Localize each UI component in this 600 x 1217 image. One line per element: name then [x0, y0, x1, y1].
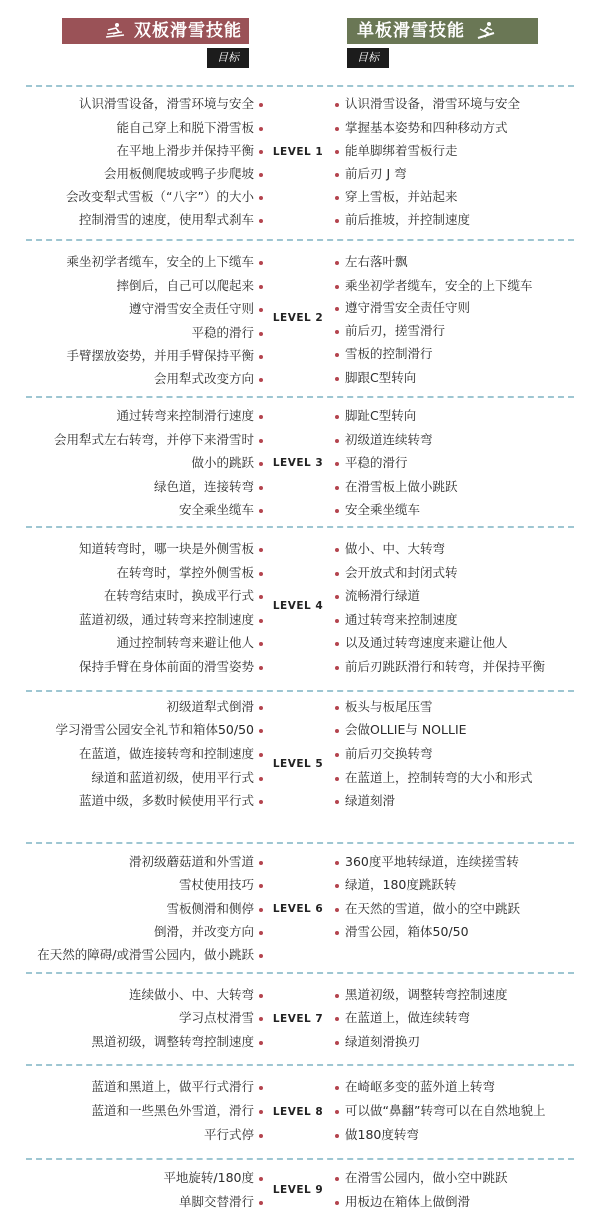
ski-skill-item — [116, 407, 254, 425]
bullet-dot — [259, 931, 263, 935]
skill-text: 雪板的控制滑行 — [345, 346, 433, 361]
bullet-dot — [335, 994, 339, 998]
skill-text: 会用犁式改变方向 — [153, 371, 254, 386]
snowboard-skill-item — [345, 611, 458, 629]
skill-text: 初级道连续转弯 — [345, 432, 433, 447]
skill-text: 在蓝道上，控制转弯的大小和形式 — [345, 770, 533, 785]
snowboard-skill-item — [345, 1078, 495, 1096]
skill-text: 做小、中、大转弯 — [345, 541, 446, 556]
ski-skill-item — [55, 721, 254, 739]
skill-text: 绿道，180度跳跃转 — [345, 877, 457, 892]
bullet-dot — [335, 1086, 339, 1090]
skill-text: 摔倒后，自己可以爬起来 — [116, 278, 254, 293]
bullet-dot — [259, 642, 263, 646]
skill-text: 掌握基本姿势和四种移动方式 — [345, 120, 508, 135]
snowboard-skill-item — [345, 501, 420, 519]
bullet-dot — [259, 994, 263, 998]
skill-text: 乘坐初学者缆车，安全的上下缆车 — [66, 254, 254, 269]
bullet-dot — [335, 777, 339, 781]
level-label: LEVEL 6 — [272, 903, 324, 915]
skill-text: 保持手臂在身体前面的滑雪姿势 — [78, 659, 254, 674]
bullet-dot — [335, 127, 339, 131]
bullet-dot — [259, 219, 263, 223]
bullet-dot — [335, 377, 339, 381]
level-label: LEVEL 7 — [272, 1013, 324, 1025]
bullet-dot — [259, 884, 263, 888]
skill-text: 能单脚绑着雪板行走 — [345, 143, 458, 158]
bullet-dot — [259, 285, 263, 289]
bullet-dot — [335, 884, 339, 888]
snowboard-skill-item — [345, 407, 416, 425]
skill-text: 黑道初级，调整转弯控制速度 — [91, 1034, 254, 1049]
skill-text: 做180度转弯 — [345, 1127, 419, 1142]
ski-skill-item — [129, 986, 254, 1004]
snowboard-skill-item — [345, 211, 470, 229]
level-label: LEVEL 5 — [272, 758, 324, 770]
skill-text: 知道转弯时，哪一块是外侧雪板 — [78, 541, 254, 556]
skier-icon — [104, 21, 126, 41]
skill-text: 可以做“鼻翻”转弯可以在自然地貌上 — [345, 1103, 546, 1118]
bullet-dot — [335, 729, 339, 733]
ski-header — [62, 18, 249, 44]
ski-skill-item — [179, 876, 254, 894]
bullet-dot — [335, 353, 339, 357]
snowboarder-icon — [475, 21, 497, 41]
skill-text: 在天然的雪道，做小的空中跳跃 — [345, 901, 521, 916]
ski-skill-item — [129, 853, 254, 871]
skill-text: 在滑雪板上做小跳跃 — [345, 479, 458, 494]
snowboard-skill-item — [345, 431, 433, 449]
skill-text: 在天然的障碍/或滑雪公园内，做小跳跃 — [37, 947, 254, 962]
ski-skill-item — [91, 1078, 254, 1096]
skill-text: 连续做小、中、大转弯 — [128, 987, 254, 1002]
snowboard-skill-item — [345, 769, 533, 787]
ski-skill-item — [91, 769, 254, 787]
bullet-dot — [259, 1177, 263, 1181]
ski-skill-item — [116, 119, 254, 137]
ski-skill-item — [116, 277, 254, 295]
ski-skill-item — [179, 1193, 254, 1211]
snowboard-header — [347, 18, 538, 44]
level-separator — [26, 526, 574, 528]
bullet-dot — [259, 486, 263, 490]
bullet-dot — [259, 378, 263, 382]
bullet-dot — [259, 861, 263, 865]
bullet-dot — [335, 509, 339, 513]
snowboard-skill-item — [345, 1009, 470, 1027]
skill-text: 平稳的滑行 — [345, 455, 408, 470]
ski-skill-item — [104, 165, 254, 183]
ski-skill-item — [37, 946, 254, 964]
skill-text: 在滑雪公园内，做小空中跳跃 — [345, 1170, 508, 1185]
bullet-dot — [335, 196, 339, 200]
skill-text: 认识滑雪设备，滑雪环境与安全 — [78, 96, 254, 111]
bullet-dot — [335, 330, 339, 334]
skill-text: 用板边在箱体上做倒滑 — [345, 1194, 471, 1209]
ski-skill-item — [91, 1033, 254, 1051]
snowboard-skill-item — [345, 277, 533, 295]
bullet-dot — [335, 415, 339, 419]
skill-text: 做小的跳跃 — [191, 455, 254, 470]
bullet-dot — [335, 486, 339, 490]
level-separator — [26, 396, 574, 398]
skill-text: 认识滑雪设备，滑雪环境与安全 — [345, 96, 521, 111]
snowboard-skill-item — [345, 478, 458, 496]
level-label: LEVEL 8 — [272, 1106, 324, 1118]
bullet-dot — [259, 572, 263, 576]
bullet-dot — [259, 706, 263, 710]
ski-skill-item — [116, 142, 254, 160]
skill-text: 在蓝道上，做连续转弯 — [345, 1010, 471, 1025]
snowboard-skill-item — [345, 540, 445, 558]
ski-skill-item — [166, 698, 254, 716]
skill-text: 单脚交替滑行 — [178, 1194, 254, 1209]
bullet-dot — [259, 355, 263, 359]
ski-skill-item — [79, 611, 254, 629]
bullet-dot — [259, 509, 263, 513]
bullet-dot — [259, 196, 263, 200]
skill-text: 平行式停 — [203, 1127, 254, 1142]
snowboard-skill-item — [345, 876, 456, 894]
bullet-dot — [259, 103, 263, 107]
skill-text: 安全乘坐缆车 — [345, 502, 421, 517]
skill-text: 绿道刻滑换刃 — [345, 1034, 421, 1049]
ski-title: 双板滑雪技能 — [134, 21, 242, 41]
skill-text: 学习点杖滑雪 — [178, 1010, 254, 1025]
skill-text: 在转弯结束时，换成平行式 — [103, 588, 254, 603]
bullet-dot — [259, 332, 263, 336]
skill-text: 左右落叶飘 — [345, 254, 408, 269]
level-label: LEVEL 3 — [272, 457, 324, 469]
skill-text: 初级道犁式倒滑 — [166, 699, 254, 714]
ski-goal-badge: 目标 — [207, 48, 249, 68]
snowboard-goal-badge: 目标 — [347, 48, 389, 68]
snowboard-skill-item — [345, 322, 445, 340]
bullet-dot — [259, 261, 263, 265]
ski-skill-item — [79, 658, 254, 676]
bullet-dot — [259, 666, 263, 670]
level-label: LEVEL 2 — [272, 312, 324, 324]
bullet-dot — [259, 1201, 263, 1205]
bullet-dot — [335, 173, 339, 177]
ski-skill-item — [104, 587, 254, 605]
skill-text: 手臂摆放姿势，并用手臂保持平衡 — [66, 348, 254, 363]
ski-skill-item — [204, 1126, 254, 1144]
level-separator — [26, 239, 574, 241]
snowboard-skill-item — [345, 900, 520, 918]
snowboard-skill-item — [345, 299, 470, 317]
skill-text: 遵守滑雪安全责任守则 — [345, 300, 471, 315]
level-separator — [26, 1158, 574, 1160]
skill-text: 雪板侧滑和侧停 — [166, 901, 254, 916]
ski-skill-item — [79, 95, 254, 113]
bullet-dot — [335, 619, 339, 623]
bullet-dot — [335, 1041, 339, 1045]
skill-text: 以及通过转弯速度来避让他人 — [345, 635, 508, 650]
skill-text: 在平地上滑步并保持平衡 — [116, 143, 254, 158]
snowboard-skill-item — [345, 165, 407, 183]
snowboard-skill-item — [345, 119, 508, 137]
level-separator — [26, 1064, 574, 1066]
snowboard-skill-item — [345, 253, 408, 271]
skill-text: 遵守滑雪安全责任守则 — [128, 301, 254, 316]
skill-text: 会开放式和封闭式转 — [345, 565, 458, 580]
skill-text: 蓝道和一些黑色外雪道，滑行 — [91, 1103, 254, 1118]
skill-text: 绿色道，连接转弯 — [153, 479, 254, 494]
bullet-dot — [259, 1134, 263, 1138]
skill-text: 黑道初级，调整转弯控制速度 — [345, 987, 508, 1002]
ski-skill-item — [116, 564, 254, 582]
snowboard-skill-item — [345, 95, 520, 113]
snowboard-skill-item — [345, 1126, 419, 1144]
ski-skill-item — [191, 454, 254, 472]
snowboard-skill-item — [345, 454, 408, 472]
level-separator — [26, 842, 574, 844]
skill-text: 流畅滑行绿道 — [345, 588, 421, 603]
skill-text: 会用犁式左右转弯，并停下来滑雪时 — [53, 432, 254, 447]
snowboard-skill-item — [345, 853, 519, 871]
skill-text: 穿上雪板，并站起来 — [345, 189, 458, 204]
skill-text: 前后刃跳跃滑行和转弯，并保持平衡 — [345, 659, 546, 674]
skill-text: 蓝道初级，通过转弯来控制速度 — [78, 612, 254, 627]
bullet-dot — [259, 415, 263, 419]
snowboard-title: 单板滑雪技能 — [357, 21, 465, 41]
skill-text: 通过控制转弯来避让他人 — [116, 635, 254, 650]
bullet-dot — [335, 1201, 339, 1205]
level-separator — [26, 972, 574, 974]
skill-text: 会改变犁式雪板（“八字”）的大小 — [66, 189, 254, 204]
skill-text: 学习滑雪公园安全礼节和箱体50/50 — [55, 722, 254, 737]
bullet-dot — [259, 1041, 263, 1045]
level-label: LEVEL 1 — [272, 146, 324, 158]
snowboard-skill-item — [345, 698, 433, 716]
snowboard-skill-item — [345, 345, 433, 363]
level-label: LEVEL 4 — [272, 600, 324, 612]
snowboard-skill-item — [345, 658, 545, 676]
snowboard-skill-item — [345, 923, 469, 941]
ski-skill-item — [154, 370, 254, 388]
bullet-dot — [335, 1177, 339, 1181]
level-separator — [26, 85, 574, 87]
skill-text: 360度平地转绿道，连续搓雪转 — [345, 854, 519, 869]
ski-skill-item — [129, 300, 254, 318]
skill-text: 蓝道中级，多数时候使用平行式 — [78, 793, 254, 808]
bullet-dot — [335, 219, 339, 223]
skill-text: 前后刃交换转弯 — [345, 746, 433, 761]
skill-text: 绿道和蓝道初级，使用平行式 — [91, 770, 254, 785]
ski-skill-item — [154, 478, 254, 496]
ski-skill-item — [179, 1009, 254, 1027]
snowboard-skill-item — [345, 1169, 508, 1187]
bullet-dot — [335, 706, 339, 710]
snowboard-skill-item — [345, 1193, 470, 1211]
bullet-dot — [259, 1086, 263, 1090]
bullet-dot — [259, 439, 263, 443]
bullet-dot — [335, 103, 339, 107]
bullet-dot — [335, 285, 339, 289]
skill-text: 滑初级蘑菇道和外雪道 — [128, 854, 254, 869]
ski-skill-item — [191, 324, 254, 342]
ski-skill-item — [54, 431, 254, 449]
skill-text: 板头与板尾压雪 — [345, 699, 433, 714]
snowboard-skill-item — [345, 369, 416, 387]
snowboard-skill-item — [345, 587, 420, 605]
snowboard-skill-item — [345, 745, 433, 763]
bullet-dot — [259, 173, 263, 177]
skill-text: 前后刃 J 弯 — [345, 166, 407, 181]
skill-text: 安全乘坐缆车 — [178, 502, 254, 517]
skill-text: 通过转弯来控制滑行速度 — [116, 408, 254, 423]
snowboard-skill-item — [345, 142, 458, 160]
ski-skill-item — [66, 188, 254, 206]
bullet-dot — [259, 954, 263, 958]
skill-text: 脚趾C型转向 — [345, 408, 417, 423]
skill-text: 平地旋转/180度 — [163, 1170, 254, 1185]
skill-text: 会用板侧爬坡或鸭子步爬坡 — [103, 166, 254, 181]
snowboard-skill-item — [345, 721, 467, 739]
snowboard-skill-item — [345, 792, 395, 810]
bullet-dot — [335, 439, 339, 443]
bullet-dot — [259, 127, 263, 131]
bullet-dot — [335, 1134, 339, 1138]
bullet-dot — [335, 931, 339, 935]
bullet-dot — [259, 800, 263, 804]
bullet-dot — [335, 572, 339, 576]
ski-skill-item — [91, 1102, 254, 1120]
skill-text: 前后刃，搓雪滑行 — [345, 323, 446, 338]
skill-text: 脚跟C型转向 — [345, 370, 417, 385]
ski-skill-item — [79, 745, 254, 763]
ski-skill-item — [179, 501, 254, 519]
ski-skill-item — [116, 634, 254, 652]
ski-skill-item — [66, 253, 254, 271]
snowboard-skill-item — [345, 634, 508, 652]
skill-text: 能自己穿上和脱下滑雪板 — [116, 120, 254, 135]
skill-text: 绿道刻滑 — [345, 793, 396, 808]
bullet-dot — [259, 548, 263, 552]
skill-text: 倒滑，并改变方向 — [153, 924, 254, 939]
skill-text: 通过转弯来控制速度 — [345, 612, 458, 627]
skill-text: 在崎岖多变的蓝外道上转弯 — [345, 1079, 496, 1094]
bullet-dot — [259, 777, 263, 781]
skill-text: 在转弯时，掌控外侧雪板 — [116, 565, 254, 580]
skill-text: 控制滑雪的速度，使用犁式刹车 — [78, 212, 254, 227]
ski-skill-item — [79, 540, 254, 558]
snowboard-skill-item — [345, 564, 458, 582]
snowboard-skill-item — [345, 986, 508, 1004]
ski-skill-item — [166, 900, 254, 918]
skill-text: 会做OLLIE与 NOLLIE — [345, 722, 467, 737]
ski-skill-item — [154, 923, 254, 941]
bullet-dot — [335, 861, 339, 865]
bullet-dot — [259, 729, 263, 733]
skill-text: 前后推坡，并控制速度 — [345, 212, 471, 227]
skill-text: 雪杖使用技巧 — [178, 877, 254, 892]
ski-skill-item — [79, 211, 254, 229]
bullet-dot — [259, 619, 263, 623]
snowboard-skill-item — [345, 188, 458, 206]
bullet-dot — [335, 548, 339, 552]
skill-text: 平稳的滑行 — [191, 325, 254, 340]
level-separator — [26, 690, 574, 692]
ski-skill-item — [163, 1169, 254, 1187]
skill-text: 蓝道和黑道上，做平行式滑行 — [91, 1079, 254, 1094]
skill-text: 乘坐初学者缆车，安全的上下缆车 — [345, 278, 533, 293]
bullet-dot — [335, 261, 339, 265]
level-label: LEVEL 9 — [272, 1184, 324, 1196]
ski-skill-item — [66, 347, 254, 365]
bullet-dot — [335, 800, 339, 804]
snowboard-skill-item — [345, 1102, 545, 1120]
skill-text: 在蓝道，做连接转弯和控制速度 — [78, 746, 254, 761]
bullet-dot — [335, 642, 339, 646]
ski-skill-item — [79, 792, 254, 810]
snowboard-skill-item — [345, 1033, 420, 1051]
bullet-dot — [335, 666, 339, 670]
skill-text: 滑雪公园，箱体50/50 — [345, 924, 469, 939]
